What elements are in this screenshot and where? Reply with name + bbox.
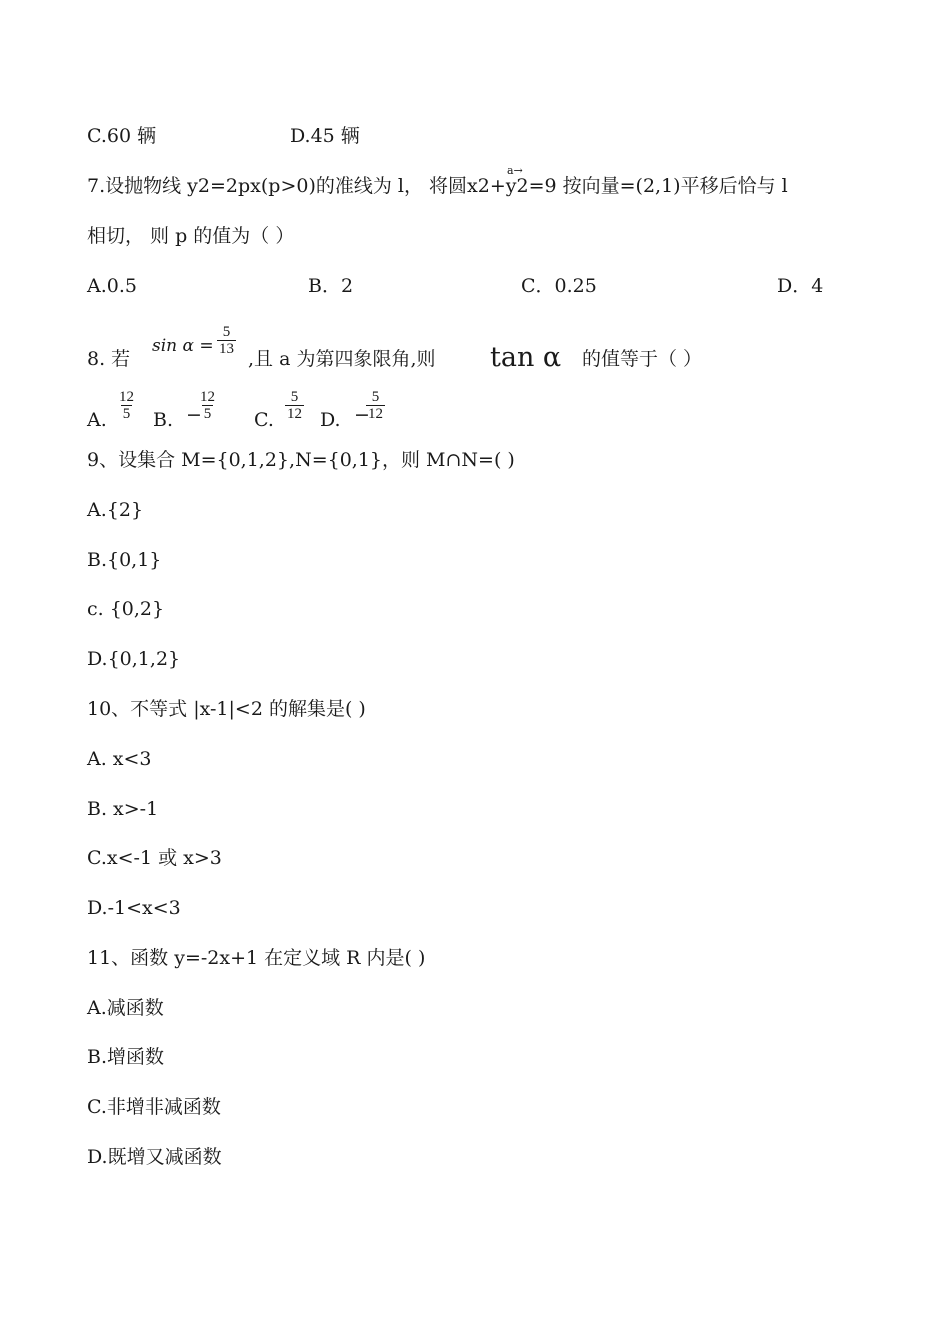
- q7-vector-mark: a→: [507, 164, 523, 177]
- q8-option-c-label: C.: [254, 409, 274, 431]
- q8-option-a-denominator: 5: [122, 406, 131, 422]
- q7-stem-part-a: 7.设抛物线 y2=2px(p>0)的准线为 l， 将圆: [87, 175, 468, 197]
- q6-option-c: C.60 辆: [87, 125, 157, 147]
- q8-option-d-numerator: 5: [371, 389, 380, 405]
- q8-mid-text: ,且 a 为第四象限角,则: [248, 348, 436, 370]
- q8-tan-expression: tan α: [490, 342, 562, 373]
- q8-prefix: 8. 若: [87, 348, 131, 370]
- q8-suffix: 的值等于（ ）: [582, 348, 703, 370]
- q7-option-c: C．0.25: [521, 275, 597, 297]
- q7-stem-line1: [87, 174, 788, 198]
- q7-stem-part-b: x2+y2=9 按向量=(2,1)平移后恰与 l: [467, 175, 788, 197]
- q10-stem: 10、不等式 |x-1|<2 的解集是( ): [87, 698, 366, 720]
- q8-sin-denominator: 13: [219, 341, 234, 357]
- q7-option-b: B．2: [308, 275, 354, 297]
- q10-option-d: D.-1<x<3: [87, 897, 181, 919]
- q8-option-d-fraction: [366, 389, 385, 422]
- q11-option-c: C.非增非减函数: [87, 1096, 221, 1118]
- q8-sin-expression: [152, 336, 214, 356]
- q8-option-b-sign: −: [186, 404, 202, 426]
- q7-option-a: A.0.5: [87, 275, 137, 297]
- q10-option-a: A. x<3: [87, 748, 152, 770]
- q7-option-d: D．4: [777, 275, 824, 297]
- q10-option-c: C.x<-1 或 x>3: [87, 847, 222, 869]
- q11-option-b: B.增函数: [87, 1046, 165, 1068]
- q9-option-d: D.{0,1,2}: [87, 648, 181, 670]
- q8-sin-numerator: 5: [222, 324, 231, 340]
- q9-option-b: B.{0,1}: [87, 549, 162, 571]
- q8-option-b-fraction: [198, 389, 217, 422]
- q6-option-d: D.45 辆: [290, 125, 360, 147]
- q8-option-a-numerator: 12: [119, 389, 134, 405]
- q9-option-a: A.{2}: [87, 499, 144, 521]
- q8-option-b-denominator: 5: [203, 406, 212, 422]
- q9-stem: 9、设集合 M={0,1,2},N={0,1}，则 M∩N=( ): [87, 449, 515, 471]
- q8-sin-lhs: sin α =: [152, 336, 214, 356]
- q8-option-a-label: A.: [87, 409, 107, 431]
- q8-option-d-denominator: 12: [368, 406, 383, 422]
- q8-option-a-fraction: [117, 389, 136, 422]
- q8-sin-fraction: [217, 324, 236, 357]
- q8-option-d-label: D.: [320, 409, 341, 431]
- q10-option-b: B. x>-1: [87, 798, 159, 820]
- q8-option-c-numerator: 5: [290, 389, 299, 405]
- q8-option-b-numerator: 12: [200, 389, 215, 405]
- q8-option-c-fraction: [285, 389, 304, 422]
- q9-option-c: c. {0,2}: [87, 598, 165, 620]
- q11-option-d: D.既增又减函数: [87, 1146, 222, 1168]
- q11-option-a: A.减函数: [87, 997, 164, 1019]
- q8-option-d-sign: −: [354, 404, 370, 426]
- q8-option-b-label: B.: [153, 409, 174, 431]
- q7-stem-line2: 相切， 则 p 的值为（ ）: [87, 225, 295, 247]
- q8-option-c-denominator: 12: [287, 406, 302, 422]
- q11-stem: 11、函数 y=-2x+1 在定义域 R 内是( ): [87, 947, 426, 969]
